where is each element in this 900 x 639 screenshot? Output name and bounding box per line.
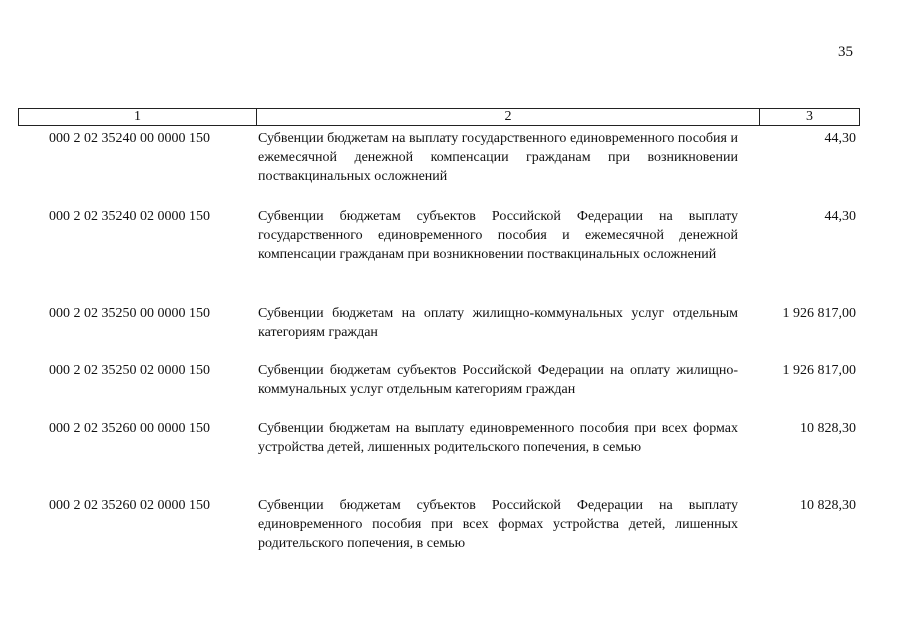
page-number: 35 [838,44,853,60]
column-header-1: 1 [19,109,257,125]
budget-code: 000 2 02 35260 00 0000 150 [49,421,210,436]
row-description: Субвенции бюджетам на выплату государственного единовременного пособия и ежемесячной денежной компенсации гражданам при возникновении поствакцинальных осложнений [258,131,738,184]
budget-code: 000 2 02 35260 02 0000 150 [49,498,210,513]
row-amount: 10 828,30 [800,498,856,513]
row-amount: 44,30 [824,209,856,224]
column-header-2: 2 [257,109,760,125]
row-amount: 44,30 [824,131,856,146]
budget-code: 000 2 02 35240 00 0000 150 [49,131,210,146]
column-header-3: 3 [806,109,813,124]
row-amount: 1 926 817,00 [782,306,856,321]
row-amount: 10 828,30 [800,421,856,436]
row-description: Субвенции бюджетам на выплату единовременного пособия при всех формах устройства детей, лишенных родительского попечения, в семью [258,421,738,455]
budget-code: 000 2 02 35250 00 0000 150 [49,306,210,321]
budget-code: 000 2 02 35240 02 0000 150 [49,209,210,224]
row-description: Субвенции бюджетам на оплату жилищно-коммунальных услуг отдельным категориям граждан [258,306,738,340]
row-description: Субвенции бюджетам субъектов Российской Федерации на выплату государственного единовременного пособия и ежемесячной денежной компенсации гражданам при возникновении поствакцинальных осложнений [258,209,738,262]
row-description: Субвенции бюджетам субъектов Российской Федерации на выплату единовременного пособия при всех формах устройства детей, лишенных родительского попечения, в семью [258,498,738,551]
table-header [18,108,860,126]
row-amount: 1 926 817,00 [782,363,856,378]
budget-code: 000 2 02 35250 02 0000 150 [49,363,210,378]
row-description: Субвенции бюджетам субъектов Российской Федерации на оплату жилищно-коммунальных услуг отдельным категориям граждан [258,363,738,397]
